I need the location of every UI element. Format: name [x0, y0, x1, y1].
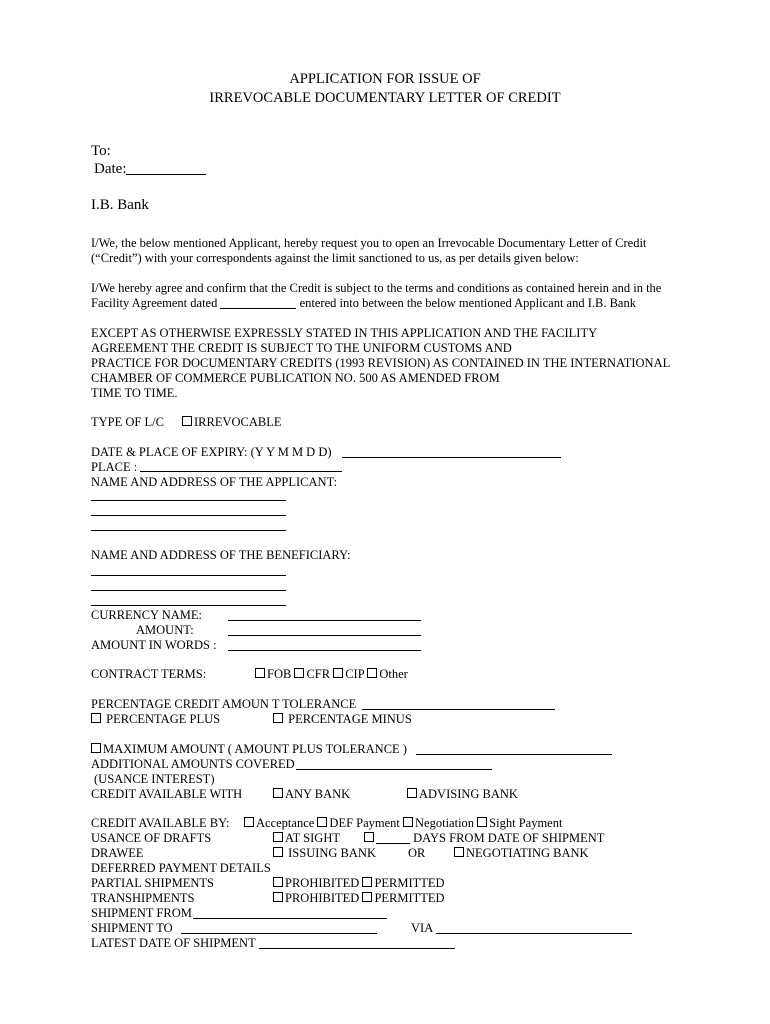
except-line-1: EXCEPT AS OTHERWISE EXPRESSLY STATED IN THIS APPLICATION AND THE FACILITY: [91, 326, 598, 340]
usance-interest-label: (USANCE INTEREST): [94, 772, 215, 786]
via-field[interactable]: [436, 933, 632, 934]
any-bank-checkbox[interactable]: [273, 788, 283, 798]
via-label: VIA: [411, 921, 434, 935]
date-field[interactable]: [126, 174, 206, 175]
partial-permitted-option[interactable]: [362, 876, 444, 890]
issuing-bank-option[interactable]: [273, 846, 376, 861]
pct-minus-checkbox[interactable]: [273, 713, 283, 723]
tranship-permitted-option[interactable]: [362, 891, 444, 905]
advising-bank-checkbox[interactable]: [407, 788, 417, 798]
max-amount-label: MAXIMUM AMOUNT ( AMOUNT PLUS TOLERANCE ): [103, 742, 407, 756]
beneficiary-line-1[interactable]: [91, 575, 286, 576]
issuing-bank-checkbox[interactable]: [273, 847, 283, 857]
fob-label: FOB: [267, 667, 292, 681]
latest-shipment-label: LATEST DATE OF SHIPMENT: [91, 936, 256, 950]
currency-name-label: CURRENCY NAME:: [91, 608, 203, 622]
pct-plus-label: PERCENTAGE PLUS: [106, 712, 221, 726]
expiry-field[interactable]: [342, 457, 561, 458]
at-sight-checkbox[interactable]: [273, 832, 283, 842]
partial-prohibited-option[interactable]: [273, 876, 359, 890]
intro-p1-line2: (“Credit”) with your correspondents against the limit sanctioned to us, as per details given below:: [91, 251, 579, 265]
shipment-from-label: SHIPMENT FROM: [91, 906, 192, 920]
partial-permitted-checkbox[interactable]: [362, 877, 372, 887]
issuing-bank-label: ISSUING BANK: [288, 846, 376, 860]
def-payment-label: DEF Payment: [329, 816, 400, 830]
contract-terms-options: [255, 667, 408, 682]
pct-minus-option[interactable]: [273, 712, 412, 727]
partial-prohibited-checkbox[interactable]: [273, 877, 283, 887]
negotiating-bank-label: NEGOTIATING BANK: [466, 846, 589, 860]
sight-payment-option[interactable]: [477, 816, 562, 830]
irrevocable-checkbox[interactable]: [182, 416, 192, 426]
cip-option[interactable]: [333, 667, 364, 681]
applicant-line-2[interactable]: [91, 515, 286, 516]
beneficiary-line-3[interactable]: [91, 605, 286, 606]
amount-field[interactable]: [228, 635, 421, 636]
applicant-label: NAME AND ADDRESS OF THE APPLICANT:: [91, 475, 338, 489]
title-line-2: IRREVOCABLE DOCUMENTARY LETTER OF CREDIT: [209, 90, 561, 106]
shipment-from-field[interactable]: [193, 918, 387, 919]
cip-checkbox[interactable]: [333, 668, 343, 678]
days-from-label: DAYS FROM DATE OF SHIPMENT: [413, 831, 605, 845]
bank-name: I.B. Bank: [91, 197, 149, 213]
transhipments-label: TRANSHIPMENTS: [91, 891, 195, 905]
acceptance-label: Acceptance: [256, 816, 315, 830]
at-sight-option[interactable]: [273, 831, 340, 846]
beneficiary-label: NAME AND ADDRESS OF THE BENEFICIARY:: [91, 548, 351, 562]
facility-agreement-text: entered into between the below mentioned Applicant and I.B. Bank: [299, 296, 636, 310]
intro-p1-line1: I/We, the below mentioned Applicant, hereby request you to open an Irrevocable Documentary Letter of Credit: [91, 236, 647, 250]
facility-date-field[interactable]: [220, 308, 296, 309]
title-line-1: APPLICATION FOR ISSUE OF: [289, 71, 481, 87]
other-option[interactable]: [367, 667, 407, 681]
amount-words-label: AMOUNT IN WORDS :: [91, 638, 217, 652]
days-field[interactable]: [376, 843, 410, 844]
fob-option[interactable]: [255, 667, 291, 681]
def-payment-option[interactable]: [317, 816, 399, 830]
def-payment-checkbox[interactable]: [317, 817, 327, 827]
at-sight-label: AT SIGHT: [285, 831, 340, 845]
intro-p2-line1: I/We hereby agree and confirm that the Credit is subject to the terms and conditions as contained herein and in the: [91, 281, 662, 295]
credit-by-options: [244, 816, 562, 831]
type-of-lc-label: TYPE OF L/C: [91, 415, 164, 429]
intro-p2-line2: [91, 296, 636, 311]
tranship-prohibited-checkbox[interactable]: [273, 892, 283, 902]
expiry-label: DATE & PLACE OF EXPIRY: (Y Y M M D D): [91, 445, 332, 459]
tranship-prohibited-option[interactable]: [273, 891, 359, 905]
negotiation-label: Negotiation: [415, 816, 475, 830]
applicant-line-3[interactable]: [91, 530, 286, 531]
currency-name-field[interactable]: [228, 620, 421, 621]
partial-permitted-label: PERMITTED: [374, 876, 445, 890]
cip-label: CIP: [345, 667, 365, 681]
cfr-option[interactable]: [294, 667, 330, 681]
deferred-payment-label: DEFERRED PAYMENT DETAILS: [91, 861, 271, 875]
any-bank-option[interactable]: [273, 787, 350, 802]
latest-shipment-field[interactable]: [259, 948, 455, 949]
tranship-permitted-label: PERMITTED: [374, 891, 445, 905]
advising-bank-option[interactable]: [407, 787, 518, 802]
any-bank-label: ANY BANK: [285, 787, 351, 801]
tranship-options: [273, 891, 445, 906]
additional-amounts-field[interactable]: [296, 769, 492, 770]
negotiation-checkbox[interactable]: [403, 817, 413, 827]
pct-plus-checkbox[interactable]: [91, 713, 101, 723]
sight-payment-checkbox[interactable]: [477, 817, 487, 827]
pct-minus-label: PERCENTAGE MINUS: [288, 712, 412, 726]
usance-drafts-label: USANCE OF DRAFTS: [91, 831, 212, 845]
or-label: OR: [408, 846, 426, 860]
partial-shipments-label: PARTIAL SHIPMENTS: [91, 876, 214, 890]
tranship-permitted-checkbox[interactable]: [362, 892, 372, 902]
advising-bank-label: ADVISING BANK: [419, 787, 518, 801]
date-row: [94, 160, 206, 178]
sight-payment-label: Sight Payment: [489, 816, 563, 830]
shipment-to-field[interactable]: [181, 933, 377, 934]
drawee-label: DRAWEE: [91, 846, 144, 860]
additional-amounts-label: ADDITIONAL AMOUNTS COVERED: [91, 757, 295, 771]
applicant-line-1[interactable]: [91, 500, 286, 501]
except-line-5: TIME TO TIME.: [91, 386, 178, 400]
pct-tolerance-label: PERCENTAGE CREDIT AMOUN T TOLERANCE: [91, 697, 357, 711]
credit-available-with-label: CREDIT AVAILABLE WITH: [91, 787, 243, 801]
other-checkbox[interactable]: [367, 668, 377, 678]
place-label: PLACE :: [91, 460, 138, 474]
credit-available-by-label: CREDIT AVAILABLE BY:: [91, 816, 230, 830]
tranship-prohibited-label: PROHIBITED: [285, 891, 360, 905]
other-label: Other: [379, 667, 408, 681]
contract-terms-label: CONTRACT TERMS:: [91, 667, 207, 681]
max-amount-option[interactable]: [91, 742, 407, 757]
pct-plus-option[interactable]: [91, 712, 220, 727]
days-from-checkbox[interactable]: [364, 832, 374, 842]
max-amount-field[interactable]: [416, 754, 612, 755]
shipment-to-label: SHIPMENT TO: [91, 921, 173, 935]
acceptance-option[interactable]: [244, 816, 314, 830]
pct-tolerance-field[interactable]: [362, 709, 555, 710]
place-field[interactable]: [140, 471, 342, 472]
max-amount-checkbox[interactable]: [91, 743, 101, 753]
except-line-4: CHAMBER OF COMMERCE PUBLICATION NO. 500 AS AMENDED FROM: [91, 371, 500, 385]
irrevocable-option[interactable]: [182, 415, 282, 430]
to-label: To:: [91, 143, 111, 159]
beneficiary-line-2[interactable]: [91, 590, 286, 591]
cfr-label: CFR: [306, 667, 331, 681]
cfr-checkbox[interactable]: [294, 668, 304, 678]
negotiating-bank-checkbox[interactable]: [454, 847, 464, 857]
negotiating-bank-option[interactable]: [454, 846, 589, 861]
facility-agreement-label: Facility Agreement dated: [91, 296, 218, 310]
except-line-2: AGREEMENT THE CREDIT IS SUBJECT TO THE UNIFORM CUSTOMS AND: [91, 341, 512, 355]
except-line-3: PRACTICE FOR DOCUMENTARY CREDITS (1993 REVISION) AS CONTAINED IN THE INTERNATIONAL: [91, 356, 671, 370]
date-label: Date:: [94, 161, 127, 177]
irrevocable-label: IRREVOCABLE: [194, 415, 282, 429]
acceptance-checkbox[interactable]: [244, 817, 254, 827]
partial-options: [273, 876, 445, 891]
amount-label: AMOUNT:: [136, 623, 194, 637]
negotiation-option[interactable]: [403, 816, 474, 830]
fob-checkbox[interactable]: [255, 668, 265, 678]
partial-prohibited-label: PROHIBITED: [285, 876, 360, 890]
amount-words-field[interactable]: [228, 650, 421, 651]
days-from-option[interactable]: [364, 831, 604, 846]
